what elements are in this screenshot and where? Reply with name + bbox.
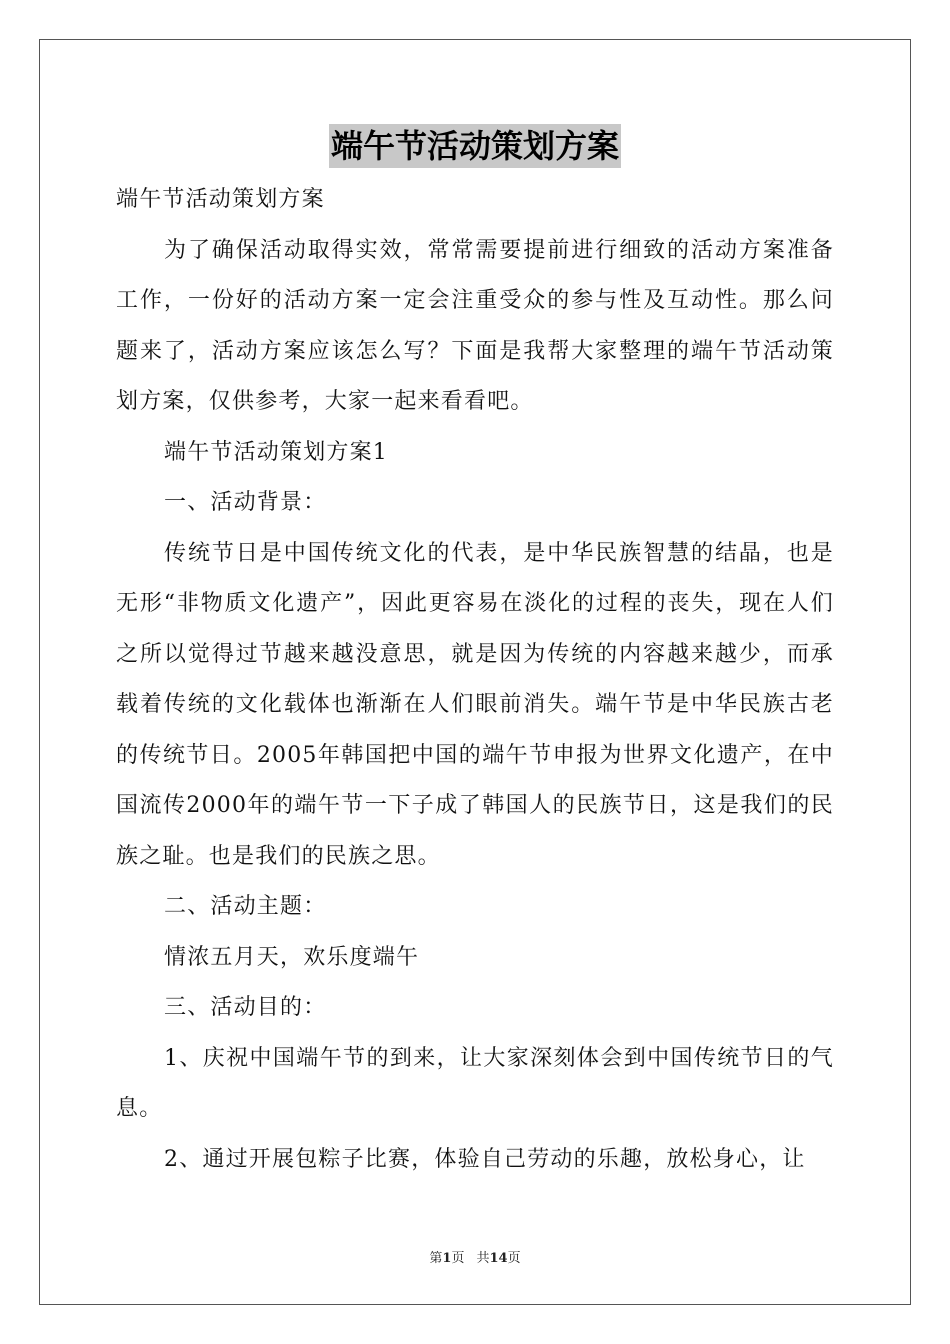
paragraph: 端午节活动策划方案 [116, 187, 325, 212]
paragraph: 情浓五月天，欢乐度端午 [164, 944, 420, 970]
page-prefix: 第 [429, 1251, 443, 1266]
paragraph: 为了确保活动取得实效，常常需要提前进行细致的活动方案准备工作，一份好的活动方案一定会注重受众的参与性及互动性。那么问题来了，活动方案应该怎么写？下面是我帮大家整理的端午节活动策划方案，仅供参考，大家一起来看看吧。 [116, 237, 834, 414]
total-suffix: 页 [507, 1251, 521, 1266]
paragraph: 二、活动主题： [164, 894, 327, 919]
paragraph: 1、庆祝中国端午节的到来，让大家深刻体会到中国传统节日的气息。 [116, 1045, 834, 1121]
total-prefix: 共 [476, 1251, 490, 1266]
paragraph: 2、通过开展包粽子比赛，体验自己劳动的乐趣，放松身心，让 [164, 1146, 806, 1172]
document-title: 端午节活动策划方案 [329, 124, 621, 168]
paragraph: 三、活动目的： [164, 995, 327, 1020]
page-number: 1 [442, 1251, 452, 1266]
title-container [0, 124, 950, 168]
paragraph: 传统节日是中国传统文化的代表，是中华民族智慧的结晶，也是无形“非物质文化遗产”，因此更容易在淡化的过程的丧失，现在人们之所以觉得过节越来越没意思，就是因为传统的内容越来越少，而承载着传统的文化载体也渐渐在人们眼前消失。端午节是中华民族古老的传统节日。2005年韩国把中国的端午节申报为世界文化遗产，在中国流传2000年的端午节一下子成了韩国人的民族节日，这是我们的民族之耻。也是我们的民族之思。 [116, 540, 834, 869]
paragraph: 一、活动背景： [164, 490, 327, 515]
paragraph: 端午节活动策划方案1 [164, 439, 388, 465]
document-body [116, 175, 834, 1185]
total-pages: 14 [489, 1251, 508, 1266]
page-footer [0, 1247, 950, 1266]
page-suffix: 页 [451, 1251, 465, 1266]
